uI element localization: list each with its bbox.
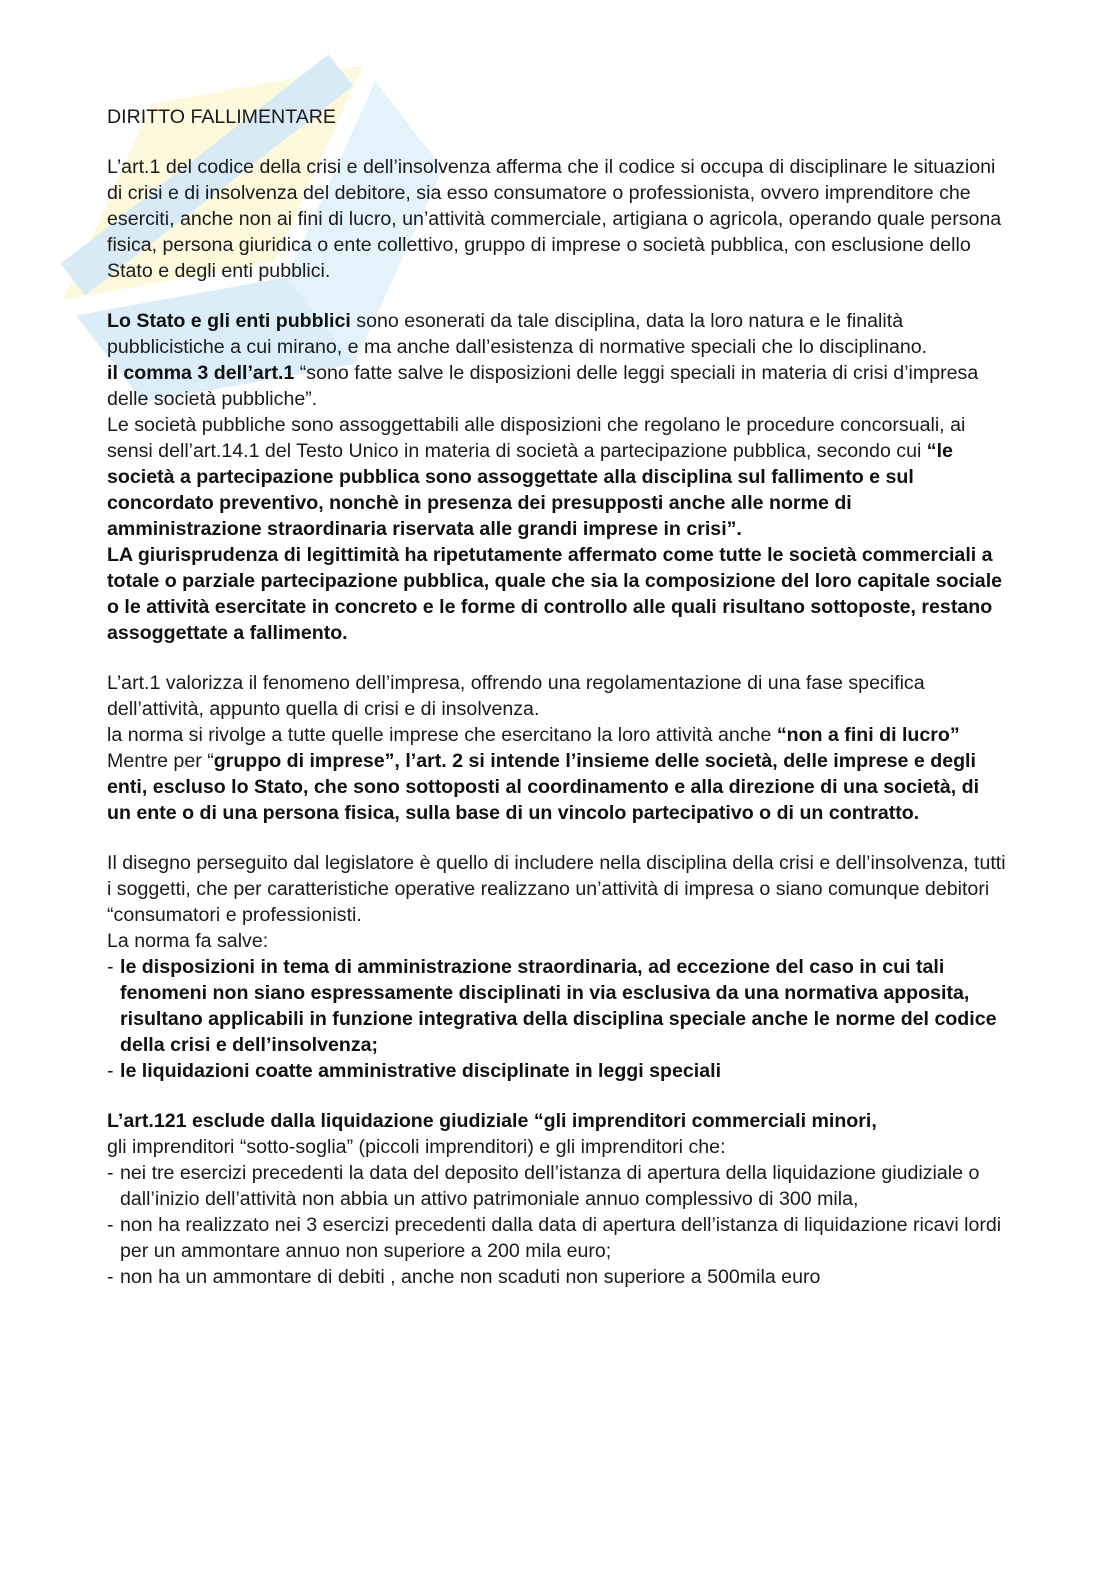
paragraph-gruppo-imprese-text: Mentre per “ [107, 750, 214, 772]
list-item-text: non ha realizzato nei 3 esercizi precedenti dalla data di apertura dell’istanza di liquidazione ricavi lordi per un ammontare annuo non superiore a 200 mila euro; [120, 1214, 1002, 1262]
list-item [107, 1212, 1007, 1264]
paragraph-comma3 [107, 360, 1007, 412]
paragraph-stato-bold: Lo Stato e gli enti pubblici [107, 310, 351, 332]
paragraph-societa-pubbliche-text: Le società pubbliche sono assoggettabili alle disposizioni che regolano le procedure concorsuali, ai sensi dell’art.14.1 del Testo Unico in materia di società a partecipazione pubblica, secondo cui [107, 414, 966, 462]
paragraph-societa-pubbliche [107, 412, 1007, 542]
paragraph-giurisprudenza-bold: LA giurisprudenza di legittimità ha ripetutamente affermato come tutte le società commerciali a totale o parziale partecipazione pubblica, quale che sia la composizione del loro capitale sociale o le attività esercitate in concreto e le forme di controllo alle quali risultano sottoposte, restano assoggettate a fallimento. [107, 544, 1003, 644]
paragraph-art1: L’art.1 del codice della crisi e dell’insolvenza afferma che il codice si occupa di disciplinare le situazioni di crisi e di insolvenza del debitore, sia esso consumatore o professionista, ovvero imprenditore che eserciti, anche non ai fini di lucro, un’attività commerciale, artigiana o agricola, operando quale persona fisica, persona giuridica o ente collettivo, gruppo di imprese o società pubblica, con esclusione dello Stato e degli enti pubblici. [107, 156, 1002, 282]
paragraph-societa-pubbliche-bold: “le società a partecipazione pubblica sono assoggettate alla disciplina sul fallimento e sul concordato preventivo, nonchè in presenza dei presupposti anche alle norme di amministrazione straordinaria riservata alle grandi imprese in crisi”. [107, 440, 953, 540]
paragraph-comma3-text: “sono fatte salve le disposizioni delle leggi speciali in materia di crisi d’impresa delle società pubbliche”. [107, 362, 979, 410]
document-body [107, 104, 1007, 1290]
paragraph-art121-text: gli imprenditori “sotto-soglia” (piccoli imprenditori) e gli imprenditori che: [107, 1136, 726, 1158]
list-item [107, 1264, 1007, 1290]
paragraph-gruppo-imprese [107, 748, 1007, 826]
list-item-text: le liquidazioni coatte amministrative disciplinate in leggi speciali [120, 1060, 722, 1082]
list-marker: - [107, 1060, 114, 1082]
list-marker: - [107, 1214, 114, 1236]
list-item-text: non ha un ammontare di debiti , anche non scaduti non superiore a 500mila euro [120, 1266, 821, 1288]
list-marker: - [107, 1162, 114, 1184]
list-item [107, 1160, 1007, 1212]
list-item [107, 1058, 1007, 1084]
paragraph-non-lucro-text: la norma si rivolge a tutte quelle imprese che esercitano la loro attività anche [107, 724, 777, 746]
list-requisiti [107, 1160, 1007, 1290]
list-marker: - [107, 956, 114, 978]
paragraph-non-lucro-bold: “non a fini di lucro” [776, 724, 960, 746]
paragraph-fa-salve: La norma fa salve: [107, 930, 269, 952]
paragraph-stato [107, 308, 1007, 360]
list-item-text: nei tre esercizi precedenti la data del deposito dell’istanza di apertura della liquidazione giudiziale o dall’inizio dell’attività non abbia un attivo patrimoniale annuo complessivo di 300 mila, [120, 1162, 980, 1210]
paragraph-comma3-bold: il comma 3 dell’art.1 [107, 362, 295, 384]
list-fa-salve [107, 954, 1007, 1084]
paragraph-valorizza: L’art.1 valorizza il fenomeno dell’impresa, offrendo una regolamentazione di una fase specifica dell’attività, appunto quella di crisi e di insolvenza. [107, 672, 925, 720]
paragraph-gruppo-imprese-bold: gruppo di imprese”, l’art. 2 si intende l’insieme delle società, delle imprese e degli enti, escluso lo Stato, che sono sottoposti al coordinamento e alla direzione di una società, di un ente o di una persona fisica, sulla base di un vincolo partecipativo o di un contratto. [107, 750, 980, 824]
paragraph-stato-text: sono esonerati da tale disciplina, data la loro natura e le finalità pubblicistiche a cui mirano, e ma anche dall’esistenza di normative speciali che lo disciplinano. [107, 310, 928, 358]
paragraph-art121 [107, 1108, 1007, 1134]
list-marker: - [107, 1266, 114, 1288]
list-item-text: le disposizioni in tema di amministrazione straordinaria, ad eccezione del caso in cui tali fenomeni non siano espressamente disciplinati in via esclusiva da una normativa apposita, risultano applicabili in funzione integrativa della disciplina speciale anche le norme del codice della crisi e dell’insolvenza; [120, 956, 997, 1056]
paragraph-non-lucro [107, 722, 1007, 748]
list-item [107, 954, 1007, 1058]
document-title: DIRITTO FALLIMENTARE [107, 106, 336, 128]
paragraph-disegno: Il disegno perseguito dal legislatore è quello di includere nella disciplina della crisi e dell’insolvenza, tutti i soggetti, che per caratteristiche operative realizzano un’attività di impresa o siano comunque debitori “consumatori e professionisti. [107, 852, 1006, 926]
paragraph-art121-bold: L’art.121 esclude dalla liquidazione giudiziale “gli imprenditori commerciali minori, [107, 1110, 877, 1132]
paragraph-giurisprudenza [107, 542, 1007, 646]
